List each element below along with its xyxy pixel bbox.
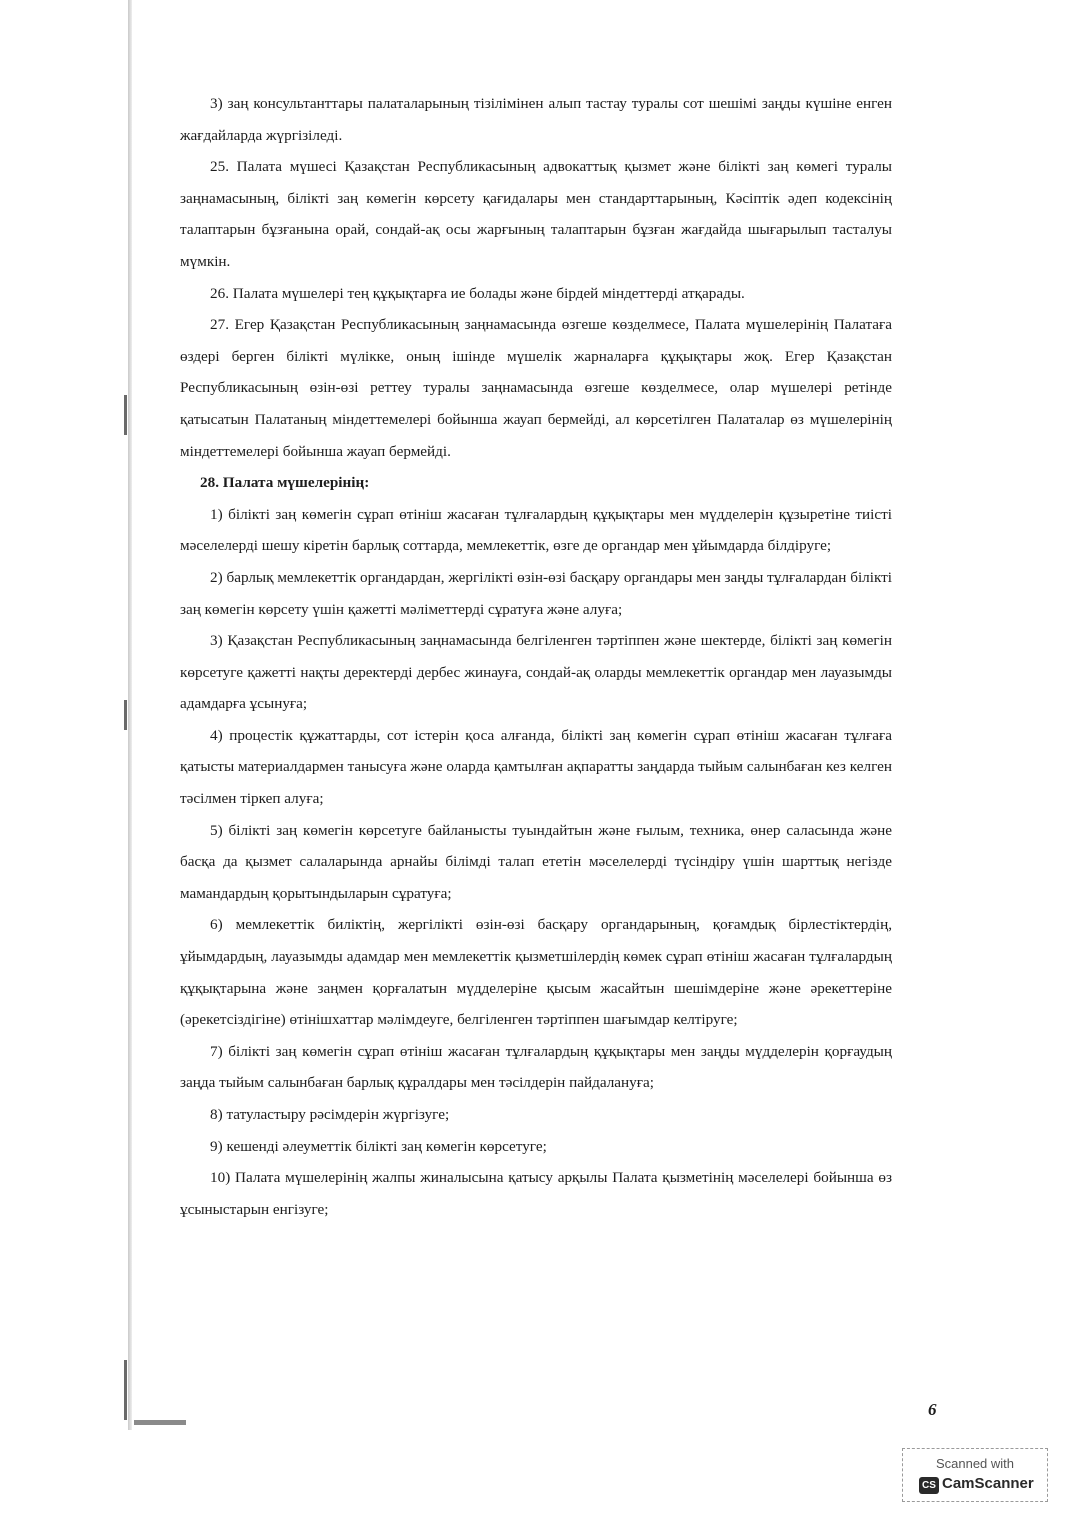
paragraph-item-3: 3) заң консультанттары палаталарының тізілімінен алып тастау туралы сот шешімі заңды күшіне енген жағдайларда жүргізіледі. (180, 95, 892, 144)
list-item: 4) процестік құжаттарды, сот істерін қоса алғанда, білікті заң көмегін сұрап өтініш жасаған тұлғаға қатысты материалдармен танысуға және оларда қамтылған ақпаратты заңдарда тыйым салынбаған кез келген тәсілмен тіркеп алуға; (180, 726, 892, 808)
paragraph-26: 26. Палата мүшелері тең құқықтарға ие болады және бірдей міндеттерді атқарады. (210, 284, 745, 302)
paragraph-25: 25. Палата мүшесі Қазақстан Республикасының адвокаттық қызмет және білікті заң көмегі туралы заңнамасының, білікті заң көмегін көрсету қағидалары мен стандарттарының, Кәсіптік әдеп кодексінің талаптарын бұзғанына орай, сондай-ақ осы жарғының талаптарын бұзған жағдайда шығарылып тасталуы мүмкін. (180, 158, 892, 270)
list-item: 8) татуластыру рәсімдерін жүргізуге; (210, 1106, 450, 1123)
scan-page-edge (128, 0, 132, 1430)
page-number: 6 (928, 1400, 937, 1419)
list-item: 5) білікті заң көмегін көрсетуге байланысты туындайтын және ғылым, техника, өнер саласында және басқа да қызмет салаларында арнайы білімді талап ететін мәселелерді түсіндіру үшін шарттық негізде мамандардың қорытындыларын сұратуға; (180, 821, 892, 902)
list-item: 1) білікті заң көмегін сұрап өтініш жасаған тұлғалардың құқықтары мен мүдделерін құзыретіне тиісті мәселелерді шешу кіретін барлық соттарда, мемлекеттік, өзге де органдар мен ұйымдарда білдіруге; (180, 505, 892, 555)
list-item: 3) Қазақстан Республикасының заңнамасында белгіленген тәртіппен және шектерде, білікті заң көмегін көрсетуге қажетті нақты деректерді дербес жинауға, сондай-ақ оларды мемлекеттік органдар мен лауазымды адамдарға ұсынуға; (180, 632, 892, 713)
list-item: 9) кешенді әлеуметтік білікті заң көмегін көрсетуге; (210, 1137, 547, 1155)
list-item: 10) Палата мүшелерінің жалпы жиналысына қатысу арқылы Палата қызметінің мәселелері бойынша өз ұсыныстарын енгізуге; (180, 1169, 892, 1218)
scan-edge-shadow (124, 395, 127, 435)
list-item: 6) мемлекеттік биліктің, жергілікті өзін-өзі басқару органдарының, қоғамдық бірлестіктердің, ұйымдардың, лауазымды адамдар мен мемлекеттік қызметшілердің көмек сұрап өтініш жасаған тұлғалардың құқықтарына және заңмен қорғалатын мүдделеріне қысым жасайтын шешімдеріне және әрекеттеріне (әрекетсіздігіне) өтінішхаттар мәлімдеуге, белгіленген тәртіппен шағымдар келтіруге; (180, 916, 892, 1029)
camscanner-watermark (902, 1448, 1048, 1502)
scan-edge-shadow (124, 700, 127, 730)
paragraph-27: 27. Егер Қазақстан Республикасының заңнамасында өзгеше көзделмесе, Палата мүшелерінің Палатаға өздері берген білікті мүлікке, оның ішінде мүшелік жарналарға құқықтары жоқ. Егер Қазақстан Республикасының өзін-өзі реттеу туралы заңнамасында өзгеше көзделмесе, олар мүшелері ретінде қатысатын Палатаның міндеттемелері бойынша жауап бермейді, ал көрсетілген Палаталар өз мүшелерінің міндеттемелері бойынша жауап бермейді. (180, 316, 892, 460)
document-body (180, 88, 892, 1225)
camscanner-logo-icon: CS (919, 1477, 939, 1494)
scan-bottom-mark (134, 1420, 186, 1425)
watermark-brand: CamScanner (942, 1475, 1034, 1492)
list-item: 7) білікті заң көмегін сұрап өтініш жасаған тұлғалардың құқықтары мен заңды мүдделерін қорғаудың заңда тыйым салынбаған барлық құралдары мен тәсілдерін пайдалануға; (180, 1042, 892, 1092)
list-item: 2) барлық мемлекеттік органдардан, жергілікті өзін-өзі басқару органдары мен заңды тұлғалардан білікті заң көмегін көрсету үшін қажетті мәліметтерді сұратуға және алуға; (180, 568, 892, 618)
watermark-scanned-label: Scanned with (935, 1456, 1015, 1471)
scan-edge-shadow (124, 1360, 127, 1420)
section-heading-28: 28. Палата мүшелерінің: (200, 474, 370, 492)
